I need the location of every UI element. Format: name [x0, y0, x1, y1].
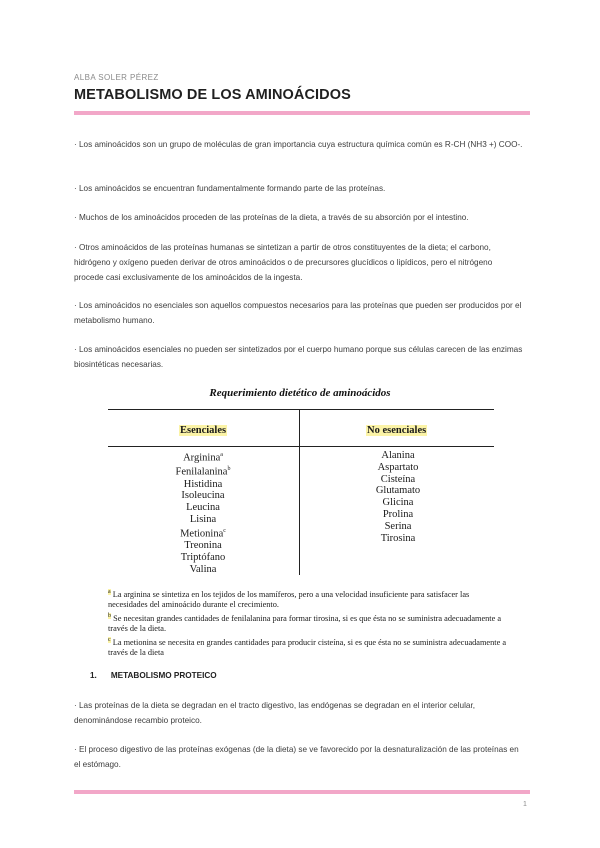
section-number: 1.	[90, 671, 97, 680]
page-title: METABOLISMO DE LOS AMINOÁCIDOS	[74, 87, 351, 103]
table-title: Requerimiento dietético de aminoácidos	[209, 387, 391, 399]
intro-paragraph-3: · Muchos de los aminoácidos proceden de las proteínas de la dieta, a través de su absorción por el intestino.	[74, 213, 469, 222]
table-cell: Cisteína	[380, 473, 416, 485]
table-cell: Metionina$^c$	[180, 527, 226, 540]
table-column-divider	[299, 409, 300, 575]
section-paragraph-1: · Las proteínas de la dieta se degradan en el tracto digestivo, las endógenas se degradan en el interior celular, denominándose recambio proteico.	[74, 701, 475, 725]
table-cell: Valina	[189, 563, 217, 575]
table-cell: Glicina	[382, 497, 414, 509]
intro-paragraph-6: · Los aminoácidos esenciales no pueden ser sintetizados por el cuerpo humano porque sus células carecen de las enzimas biosintéticas necesarias.	[74, 345, 523, 369]
table-footnotes	[108, 587, 508, 658]
intro-paragraph-2: · Los aminoácidos se encuentran fundamentalmente formando parte de las proteínas.	[74, 184, 386, 193]
page-number: 1	[523, 801, 527, 808]
section-paragraph-2: · El proceso digestivo de las proteínas exógenas (de la dieta) se ve favorecido por la desnaturalización de las proteínas en el estómago.	[74, 745, 519, 769]
footer-divider	[74, 790, 530, 794]
header-no-esenciales: No esenciales	[367, 425, 427, 436]
table-cell: Lisina	[189, 513, 217, 525]
table-cell: Isoleucina	[181, 490, 225, 502]
table-cell: Arginina$^a$	[183, 452, 223, 464]
no-esenciales-column	[358, 450, 438, 544]
table-cell: Glutamato	[375, 485, 421, 497]
table-cell: Fenilalanina$^b$	[175, 466, 231, 478]
intro-paragraph-1: · Los aminoácidos son un grupo de moléculas de gran importancia cuya estructura química común es R-CH (NH3 +) COO-.	[74, 140, 523, 149]
section-heading	[90, 671, 217, 680]
table-cell: Alanina	[381, 450, 415, 461]
table-cell: Histidina	[183, 478, 223, 490]
header-esenciales: Esenciales	[180, 425, 227, 436]
table-cell: Prolina	[382, 508, 414, 520]
footnote-c: $^c$ La metionina se necesita en grandes cantidades para producir cisteína, si es que ésta no se suministra adecuadamente a través de la dieta	[108, 636, 507, 657]
intro-paragraph-5: · Los aminoácidos no esenciales son aquellos compuestos necesarios para las proteínas que pueden ser producidos por el metabolismo humano.	[74, 301, 522, 325]
author-name: ALBA SOLER PÉREZ	[74, 73, 159, 82]
table-cell: Leucina	[186, 502, 220, 514]
intro-paragraph-4: · Otros aminoácidos de las proteínas humanas se sintetizan a partir de otros constituyentes de la dieta; el carbono, hidrógeno y oxígeno pueden derivar de otros aminoácidos o de precursores glucídicos o lipídicos, pero el nitrógeno procede casi exclusivamente de los aminoácidos de la ingesta.	[74, 243, 493, 282]
table-cell: Treonina	[184, 540, 222, 552]
section-title: METABOLISMO PROTEICO	[110, 671, 217, 680]
table-cell: Aspartato	[377, 461, 419, 473]
footnote-a: $^a$ La arginina se sintetiza en los tejidos de los mamíferos, pero a una velocidad insuficiente para satisfacer las necesidades del aminoácido durante el crecimiento.	[108, 589, 470, 610]
table-cell: Serina	[384, 520, 412, 532]
esenciales-column	[168, 450, 238, 575]
table-cell: Tirosina	[380, 532, 416, 544]
amino-acid-table	[108, 409, 494, 575]
footnote-b: $^b$ Se necesitan grandes cantidades de fenilalanina para formar tirosina, si es que ésta no se suministra adecuadamente a través de la dieta.	[108, 612, 502, 634]
table-top-rule	[108, 409, 494, 410]
header-divider	[74, 111, 530, 115]
table-header-rule	[108, 446, 494, 447]
table-cell: Triptófano	[180, 551, 226, 563]
